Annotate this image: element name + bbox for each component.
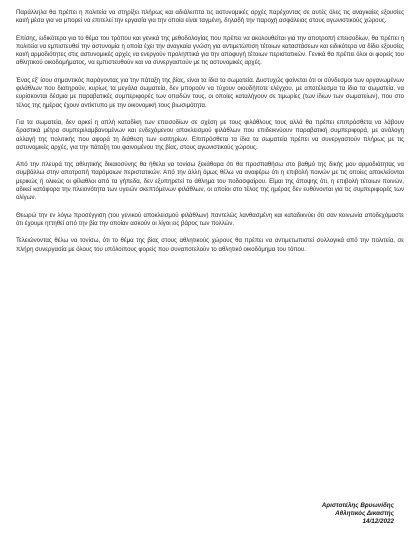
signature-title: Αθλητικός Δικαστής bbox=[335, 509, 394, 517]
signature-block bbox=[322, 502, 394, 525]
paragraph-clubs-role: Ένας εξ' ίσου σημαντικός παράγοντας για την πάταξη της βίας, είναι τα ίδια τα σωματεία. Δυστυχώς φαίνεται ότι οι σύνδεσμοι των οργανωμένων φιλάθλων που διατηρούν, κυρίως τα μεγάλα σωματεία, δεν μπορούν να τύχουν οιουδήποτε ελέγχου, με αποτέλεσμα τα ίδια τα σωματεία, να ευρίσκονται δέσμια με παραβατικές συμπεριφορές των οπαδών τους, οι οποίες καταλήγουν σε τιμωρίες (των ίδιων των σωματείων), που στο τέλος της ημέρας έχουν αντίκτυπο με την οικονομική τους βιωσιμότητα. bbox=[16, 77, 404, 109]
paragraph-general-exclusion: Θεωρώ την εν λόγω προσέγγιση (του γενικού αποκλεισμού φιλάθλων) παντελώς λανθασμένη και καταδικνύει ότι σαν κοινωνία αποδεχόμαστε ότι έχουμε ηττηθεί από την βία την οποίαν ασκούν οι λίγοι εις βάρος των πολλών. bbox=[16, 212, 404, 227]
paragraph-sports-justice: Από την πλευρά της αθλητικής δικαιοσύνης θα ήθελα να τονίσω ξεκάθαρα ότι θα προσπαθήσω στο βαθμό της δικής μου αρμοδιότητας να συμβάλλω στην αποτροπή παρόμοιων περιστατικών. Από την άλλη όμως θέλω να αναφέρω ότι η επιβολή ποινών με τις οποίες αποκλείονται μερικώς ή ολικώς οι φίλαθλοι από τα γήπεδα, δεν εξυπηρετεί το άθλημα του ποδοσφαίρου. Είμαι της άποψης ότι, η επιβολή τέτοιων ποινών, αδικεί κατάφορα την πλειονότητα των υγειών σκεπτόμενων φιλάθλων, οι οποίοι στο τέλος της ημέρας δεν ευθύνονται για τις συμπεριφορές των ολίγων. bbox=[16, 162, 404, 202]
signature-name: Αριστοτέλης Βρυωνίδης bbox=[321, 502, 394, 509]
paragraph-trust-police: Επίσης, ειδικότερα για το θέμα του τρόπου και γενικά της μεθοδολογίας που πρέπει να ακολουθείται για την αποτροπή επεισοδίων, θα πρέπει η πολιτεία να εμπιστευθεί την αστυνομία η οποία έχει την αναγκαία γνώση για αντιμετώπιση τέτοιων καταστάσεων και ειδικότερα να δίδει εξουσίες και/ή αρμοδιότητες στις αστυνομικές αρχές να ενεργούν προληπτικά για την αποφυγή τέτοιων περιστατικών. Γενικά θα πρέπει όλοι οι φορείς του αθλητικού οικοδομήματος, να εμπιστευθούν και να συνεργαστούν με τις αστυνομικές αρχές. bbox=[16, 35, 404, 67]
paragraph-support-police: Παράλληλα θα πρέπει η πολιτεία να στηρίξει πλήρως και αδιάλειπτα τις αστυνομικές αρχές παρέχοντας σε αυτές όλες τις αναγκαίες εξουσίες και/ή μέσα για να μπορεί να επιτελεί την εργασία για την οποία είναι ταγμένη, δηλαδή την παροχή ασφάλειας στους αγωνιστικούς χώρους. bbox=[16, 10, 404, 25]
signature-date: 14/12/2022 bbox=[362, 517, 394, 525]
paragraph-clubs-measures: Για τα σωματεία, δεν αρκεί η απλή καταδίκη των επεισοδίων σε σχέση με τους φιλάθλους τους αλλά θα πρέπει επιπρόσθετα να λάβουν δραστικά μέτρα συμπεριλαμβανομένων και ενδεχόμενου αποκλεισμού φιλάθλων που επιδεικνύουν παραβατική συμπεριφορά, με ανάλογη αλλαγή της πολιτικής που αφορά τη διάθεση των εισιτηρίων. Επιπρόσθετα τα ίδια τα σωματεία πρέπει να συνεργαστούν πλήρως με τις αστυνομικές αρχές, για την πάταξη του φαινομένου της βίας, στους αγωνιστικούς χώρους. bbox=[16, 119, 404, 151]
paragraph-conclusion: Τελειώνοντας θέλω να τονίσω, ότι το θέμα της βίας στους αθλητικούς χώρους θα πρέπει να αντιμετωπιστεί συλλογικά από την πολιτεία, σε πλήρη συνεργασία με όλους του υπόλοιπους φορείς που συναποτελούν το αθλητικό οικοδόμημα του τόπου. bbox=[16, 238, 404, 253]
